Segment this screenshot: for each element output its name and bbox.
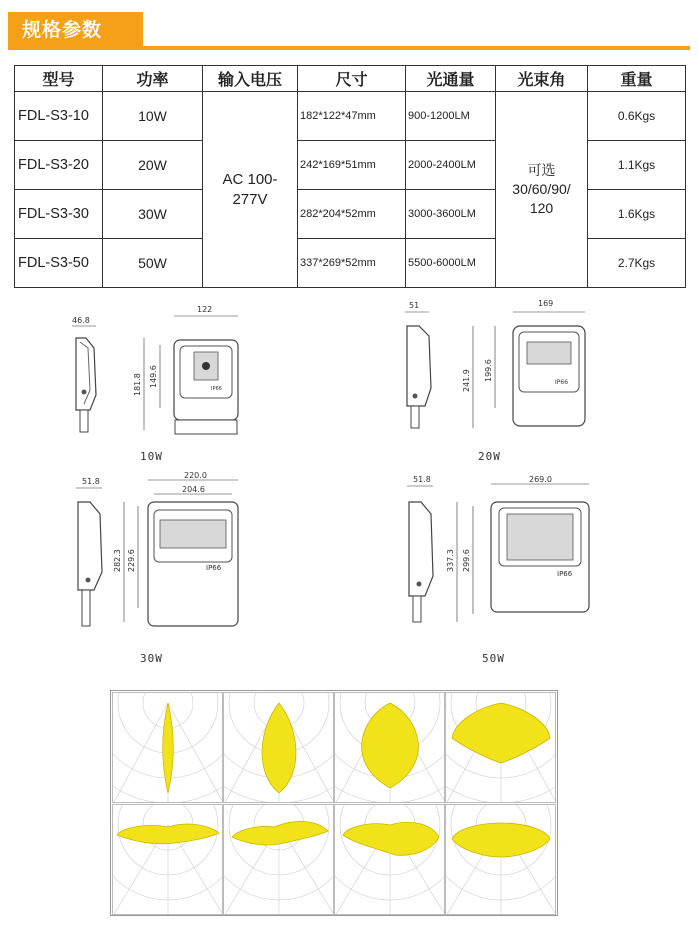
polar-cell xyxy=(223,804,334,915)
cell-weight: 2.7Kgs xyxy=(588,239,686,288)
polar-cell xyxy=(112,804,223,915)
drawing-50w xyxy=(395,472,605,632)
drawing-10w-svg xyxy=(60,300,260,440)
dim-height-inner: 199.6 xyxy=(484,359,493,382)
cell-size: 242*169*51mm xyxy=(298,141,406,190)
cell-voltage xyxy=(203,92,298,288)
section-title: 规格参数 xyxy=(8,12,143,48)
spec-table xyxy=(14,65,686,288)
header-model: 型号 xyxy=(15,66,103,92)
cell-power: 50W xyxy=(103,239,203,288)
beam-shape xyxy=(452,823,550,857)
header-beam-angle: 光束角 xyxy=(496,66,588,92)
beam-line-1: 可选 xyxy=(527,162,556,178)
ip-label: IP66 xyxy=(211,386,222,392)
cell-model: FDL-S3-30 xyxy=(15,190,103,239)
beam-shape xyxy=(452,703,550,763)
cell-model: FDL-S3-50 xyxy=(15,239,103,288)
cell-power: 20W xyxy=(103,141,203,190)
dim-width: 269.0 xyxy=(529,475,552,484)
cell-model: FDL-S3-20 xyxy=(15,141,103,190)
dim-width: 169 xyxy=(538,299,554,308)
dim-depth: 51.8 xyxy=(413,475,431,484)
header-rule xyxy=(8,46,690,50)
polar-cell xyxy=(334,804,445,915)
dim-height-outer: 181.8 xyxy=(133,373,142,396)
beam-shape xyxy=(117,824,219,844)
header-voltage: 输入电压 xyxy=(203,66,298,92)
dim-height-inner: 149.6 xyxy=(149,365,158,388)
beam-line-3: 120 xyxy=(529,200,554,216)
polar-plot xyxy=(113,805,223,915)
header-flux: 光通量 xyxy=(406,66,496,92)
ip-label: IP66 xyxy=(555,379,569,386)
polar-cell xyxy=(445,804,556,915)
dim-depth: 46.8 xyxy=(72,316,90,325)
beam-shape xyxy=(232,821,328,845)
caption-20w: 20W xyxy=(478,450,501,463)
voltage-line-2: 277V xyxy=(232,190,268,208)
polar-plot xyxy=(224,805,334,915)
beam-shape xyxy=(262,703,296,793)
cell-flux: 5500-6000LM xyxy=(406,239,496,288)
cell-size: 182*122*47mm xyxy=(298,92,406,141)
beam-shape xyxy=(163,703,174,793)
cell-flux: 900-1200LM xyxy=(406,92,496,141)
cell-size: 337*269*52mm xyxy=(298,239,406,288)
drawing-20w-svg xyxy=(395,296,605,436)
cell-weight: 1.6Kgs xyxy=(588,190,686,239)
beam-shape xyxy=(343,822,439,855)
dim-width-outer: 220.0 xyxy=(184,472,207,480)
polar-plot xyxy=(224,693,334,803)
dim-height-outer: 337.3 xyxy=(446,549,455,572)
table-header-row xyxy=(15,66,686,92)
polar-plot xyxy=(113,693,223,803)
dim-depth: 51 xyxy=(409,301,420,310)
light-distribution-grid xyxy=(110,690,558,916)
cell-size: 282*204*52mm xyxy=(298,190,406,239)
polar-plot xyxy=(446,805,556,915)
voltage-line-1: AC 100- xyxy=(222,170,278,188)
cell-weight: 0.6Kgs xyxy=(588,92,686,141)
polar-plot xyxy=(446,693,556,803)
cell-power: 30W xyxy=(103,190,203,239)
drawing-30w-svg xyxy=(60,472,260,632)
polar-cell xyxy=(223,692,334,803)
drawing-30w xyxy=(60,472,260,632)
polar-cell xyxy=(334,692,445,803)
drawing-20w xyxy=(395,296,605,436)
dim-height-outer: 241.9 xyxy=(462,369,471,392)
caption-10w: 10W xyxy=(140,450,163,463)
ip-label: IP66 xyxy=(557,570,573,578)
drawing-10w xyxy=(60,300,260,440)
polar-plot xyxy=(335,805,445,915)
beam-line-2: 30/60/90/ xyxy=(512,181,571,197)
section-header xyxy=(8,12,690,50)
header-power: 功率 xyxy=(103,66,203,92)
polar-cell xyxy=(112,692,223,803)
polar-plot xyxy=(335,693,445,803)
cell-power: 10W xyxy=(103,92,203,141)
cell-weight: 1.1Kgs xyxy=(588,141,686,190)
dim-height-outer: 282.3 xyxy=(113,549,122,572)
header-weight: 重量 xyxy=(588,66,686,92)
polar-cell xyxy=(445,692,556,803)
dim-height-inner: 229.6 xyxy=(127,549,136,572)
cell-model: FDL-S3-10 xyxy=(15,92,103,141)
ip-label: IP66 xyxy=(206,564,222,572)
header-size: 尺寸 xyxy=(298,66,406,92)
cell-beam-angle xyxy=(496,92,588,288)
cell-flux: 3000-3600LM xyxy=(406,190,496,239)
cell-flux: 2000-2400LM xyxy=(406,141,496,190)
dim-width-inner: 204.6 xyxy=(182,485,205,494)
dim-height-inner: 299.6 xyxy=(462,549,471,572)
caption-30w: 30W xyxy=(140,652,163,665)
caption-50w: 50W xyxy=(482,652,505,665)
dim-depth: 51.8 xyxy=(82,477,100,486)
table-row xyxy=(15,92,686,141)
drawing-50w-svg xyxy=(395,472,605,632)
dim-width: 122 xyxy=(197,305,213,314)
